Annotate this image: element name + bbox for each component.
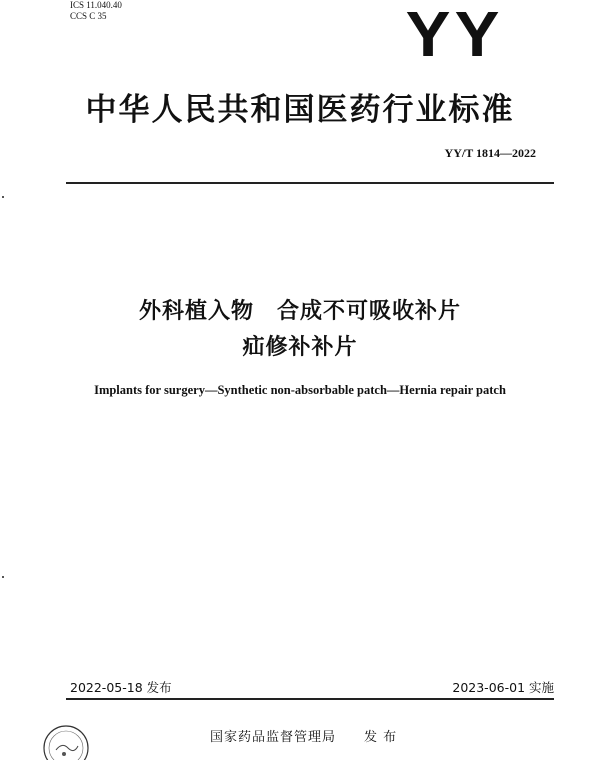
ics-code: ICS 11.040.40 — [70, 0, 122, 10]
scan-mark — [2, 576, 4, 578]
document-title-en: Implants for surgery—Synthetic non-absorbable patch—Hernia repair patch — [94, 383, 506, 397]
bottom-divider — [66, 698, 554, 700]
implementation-date: 2023-06-01 实施 — [452, 680, 554, 695]
issue-date: 2022-05-18 发布 — [70, 680, 172, 695]
document-title-zh — [0, 294, 600, 366]
ccs-code: CCS C 35 — [70, 11, 107, 21]
standard-number: YY/T 1814—2022 — [444, 146, 536, 160]
top-divider — [66, 182, 554, 184]
title-line-1: 外科植入物 合成不可吸收补片 — [138, 299, 461, 324]
classification-codes — [70, 0, 122, 22]
issuer-name: 国家药品监督管理局 — [210, 730, 337, 745]
title-line-2: 疝修补补片 — [242, 335, 358, 360]
standard-category-title: 中华人民共和国医药行业标准 — [85, 92, 515, 128]
issue-word: 发 布 — [364, 730, 398, 745]
issuer-line — [210, 726, 397, 745]
scan-mark — [2, 196, 4, 198]
yy-logo: YY — [405, 0, 504, 70]
issuer-seal-icon — [34, 718, 98, 760]
